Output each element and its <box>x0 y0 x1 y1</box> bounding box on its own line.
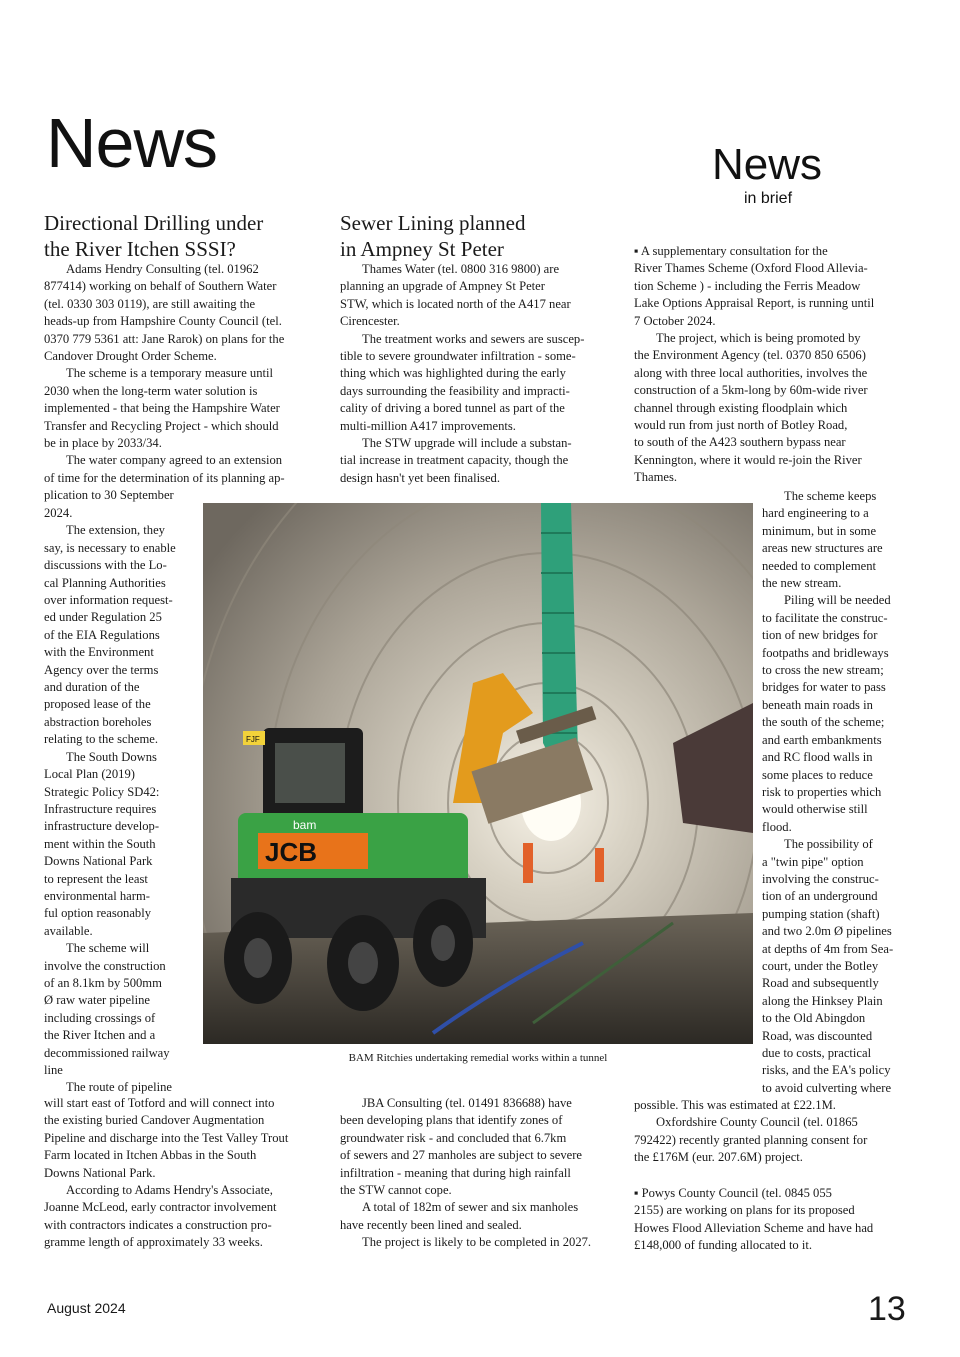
text-line: beneath main roads in <box>762 697 873 712</box>
text-line: groundwater risk - and concluded that 6.7km <box>340 1130 567 1145</box>
text-line: over information request- <box>44 593 173 608</box>
article2-headline-line2: in Ampney St Peter <box>340 237 504 261</box>
text-line: the existing buried Candover Augmentation <box>44 1113 265 1128</box>
text-line: Thames. <box>634 470 678 485</box>
text-line: (tel. 0330 303 0119), are still awaiting the <box>44 296 256 311</box>
text-line: minimum, but in some <box>762 523 877 538</box>
text-line: of an 8.1km by 500mm <box>44 975 162 990</box>
text-line: days surrounding the feasibility and impracti- <box>340 383 570 398</box>
text-line: Joanne McLeod, early contractor involvement <box>44 1200 277 1215</box>
text-line: tion of new bridges for <box>762 628 878 643</box>
text-line: and RC flood walls in <box>762 750 873 765</box>
text-line: have recently been lined and sealed. <box>340 1217 522 1232</box>
text-line: pumping station (shaft) <box>762 906 880 921</box>
text-line: along with three local authorities, involves the <box>634 365 868 380</box>
text-line: The project is likely to be completed in 2027. <box>362 1235 592 1250</box>
tunnel-photo-illustration <box>203 503 753 1044</box>
article1-body-top <box>44 261 314 505</box>
text-line: some places to reduce <box>762 767 873 782</box>
text-line: 2030 when the long-term water solution is <box>44 383 258 398</box>
text-line: STW, which is located north of the A417 near <box>340 296 571 311</box>
text-line: ment within the South <box>44 836 156 851</box>
text-line: be in place by 2033/34. <box>44 436 162 451</box>
text-line: and duration of the <box>44 680 140 695</box>
text-line: £148,000 of funding allocated to it. <box>634 1238 813 1253</box>
text-line: risks, and the EA's policy <box>762 1063 891 1078</box>
vehicle-plate: FJF <box>246 735 260 744</box>
text-line: to represent the least <box>44 871 148 886</box>
text-line: court, under the Botley <box>762 958 879 973</box>
text-line: thing which was highlighted during the early <box>340 366 566 381</box>
article1-body-narrow <box>44 505 191 1097</box>
text-line: implemented - that being the Hampshire Water <box>44 401 280 416</box>
photo-caption: BAM Ritchies undertaking remedial works within a tunnel <box>348 1052 608 1064</box>
text-line: due to costs, practical <box>762 1046 872 1060</box>
text-line: According to Adams Hendry's Associate, <box>66 1183 273 1198</box>
footer-date: August 2024 <box>47 1300 126 1316</box>
text-line: Piling will be needed <box>784 593 891 608</box>
text-line: to facilitate the construc- <box>762 610 888 625</box>
text-line: of sewers and 27 manholes are subject to severe <box>340 1148 582 1163</box>
text-line: Downs National Park <box>44 854 153 869</box>
text-line: The scheme keeps <box>784 489 877 503</box>
text-line: The South Downs <box>66 749 157 764</box>
text-line: with the Environment <box>44 645 154 660</box>
text-line: tible to severe groundwater infiltration - some- <box>340 349 576 364</box>
text-line: multi-million A417 improvements. <box>340 418 516 433</box>
text-line: Oxfordshire County Council (tel. 01865 <box>656 1115 858 1130</box>
text-line: 792422) recently granted planning consent for <box>634 1132 868 1147</box>
text-line: The scheme will <box>66 941 150 956</box>
text-line: available. <box>44 923 93 938</box>
text-line: Thames Water (tel. 0800 316 9800) are <box>362 262 560 276</box>
text-line: JBA Consulting (tel. 01491 836688) have <box>362 1096 572 1110</box>
text-line: to the Old Abingdon <box>762 1011 866 1026</box>
text-line: plication to 30 September <box>44 488 174 503</box>
text-line: Strategic Policy SD42: <box>44 784 160 799</box>
tunnel-photo <box>203 503 753 1044</box>
text-line: hard engineering to a <box>762 506 869 521</box>
text-line: Kennington, where it would re-join the River <box>634 452 862 467</box>
article1-headline-line1: Directional Drilling under <box>44 211 264 235</box>
text-line: areas new structures are <box>762 541 883 556</box>
text-line: of time for the determination of its planning ap- <box>44 470 285 485</box>
text-line: including crossings of <box>44 1010 156 1025</box>
text-line: Pipeline and discharge into the Test Valley Trout <box>44 1130 289 1145</box>
text-line: the River Itchen and a <box>44 1028 156 1043</box>
text-line: flood. <box>762 819 792 834</box>
news-in-brief-subtitle: in brief <box>744 190 793 207</box>
text-line: been developing plans that identify zones of <box>340 1113 563 1128</box>
text-line: The possibility of <box>784 837 873 852</box>
text-line: involve the construction <box>44 958 166 973</box>
text-line: 7 October 2024. <box>634 313 716 328</box>
text-line: design hasn't yet been finalised. <box>340 470 500 485</box>
article1-headline <box>44 210 263 262</box>
text-line: will start east of Totford and will connect into <box>44 1096 275 1110</box>
brief-body-middle <box>634 1097 912 1167</box>
text-line: the Environment Agency (tel. 0370 850 6506) <box>634 348 866 363</box>
text-line: planning an upgrade of Ampney St Peter <box>340 279 545 294</box>
text-line: bridges for water to pass <box>762 680 886 695</box>
text-line: cal Planning Authorities <box>44 575 166 590</box>
text-line: tion Scheme ) - including the Ferris Meadow <box>634 278 861 293</box>
text-line: Road, was discounted <box>762 1028 873 1043</box>
text-line: the new stream. <box>762 576 842 591</box>
text-line: 2155) are working on plans for its proposed <box>634 1203 855 1218</box>
text-line: Farm located in Itchen Abbas in the South <box>44 1148 257 1163</box>
text-line: heads-up from Hampshire County Council (tel. <box>44 314 282 329</box>
page-title: News <box>46 104 218 182</box>
text-line: The water company agreed to an extension <box>66 453 283 468</box>
news-in-brief-title: News <box>712 140 823 189</box>
article2-body-bottom <box>340 1095 622 1252</box>
text-line: Howes Flood Alleviation Scheme and have had <box>634 1220 874 1235</box>
text-line: ful option reasonably <box>44 906 152 921</box>
text-line: at depths of 4m from Sea- <box>762 941 894 956</box>
text-line: 2024. <box>44 506 73 520</box>
text-line: Lake Options Appraisal Report, is running until <box>634 296 875 311</box>
text-line: The route of pipeline <box>66 1080 172 1095</box>
brief-body-bottom <box>634 1185 912 1255</box>
text-line: The scheme is a temporary measure until <box>66 366 274 381</box>
text-line: needed to complement <box>762 558 877 573</box>
text-line: infiltration - meaning that during high rainfall <box>340 1165 571 1180</box>
text-line: channel through existing floodplain which <box>634 400 848 415</box>
text-line: ▪ A supplementary consultation for the <box>634 244 828 258</box>
text-line: tion of an underground <box>762 889 878 904</box>
text-line: the STW cannot cope. <box>340 1183 452 1198</box>
text-line: would otherwise still <box>762 802 868 817</box>
text-line: say, is necessary to enable <box>44 540 176 555</box>
text-line: Infrastructure requires <box>44 801 157 816</box>
text-line: footpaths and bridleways <box>762 645 889 660</box>
text-line: Downs National Park. <box>44 1165 156 1180</box>
brief-body-top <box>634 243 912 487</box>
text-line: the £176M (eur. 207.6M) project. <box>634 1150 803 1165</box>
text-line: to cross the new stream; <box>762 663 884 678</box>
text-line: relating to the scheme. <box>44 732 159 747</box>
text-line: a "twin pipe" option <box>762 854 864 869</box>
text-line: with contractors indicates a construction pro- <box>44 1217 272 1232</box>
text-line: The treatment works and sewers are suscep- <box>362 331 585 346</box>
text-line: Road and subsequently <box>762 976 879 991</box>
text-line: tial increase in treatment capacity, though the <box>340 453 569 468</box>
text-line: to avoid culverting where <box>762 1080 892 1095</box>
text-line: along the Hinksey Plain <box>762 993 883 1008</box>
text-line: ed under Regulation 25 <box>44 610 162 625</box>
text-line: involving the construc- <box>762 871 879 886</box>
text-line: The STW upgrade will include a substan- <box>362 436 572 451</box>
text-line: construction of a 5km-long by 60m-wide river <box>634 383 868 398</box>
text-line: Agency over the terms <box>44 662 159 677</box>
text-line: River Thames Scheme (Oxford Flood Allevia- <box>634 261 868 276</box>
text-line: proposed lease of the <box>44 697 151 712</box>
brief-body-narrow <box>762 488 912 1097</box>
text-line: decommissioned railway <box>44 1045 170 1060</box>
text-line: The project, which is being promoted by <box>656 331 861 346</box>
text-line: and two 2.0m Ø pipelines <box>762 924 892 939</box>
text-line: ▪ Powys County Council (tel. 0845 055 <box>634 1186 832 1200</box>
text-line: 877414) working on behalf of Southern Water <box>44 279 277 294</box>
text-line: gramme length of approximately 33 weeks. <box>44 1235 263 1250</box>
text-line: Ø raw water pipeline <box>44 993 150 1008</box>
text-line: would run from just north of Botley Road, <box>634 418 848 433</box>
article1-body-bottom <box>44 1095 314 1252</box>
text-line: Candover Drought Order Scheme. <box>44 349 217 364</box>
article1-headline-line2: the River Itchen SSSI? <box>44 237 236 261</box>
text-line: the south of the scheme; <box>762 715 885 730</box>
text-line: to south of the A423 southern bypass near <box>634 435 846 450</box>
text-line: possible. This was estimated at £22.1M. <box>634 1098 836 1112</box>
text-line: 0370 779 5361 att: Jane Rarok) on plans for the <box>44 331 285 346</box>
text-line: risk to properties which <box>762 784 882 799</box>
article2-headline <box>340 210 525 262</box>
text-line: Local Plan (2019) <box>44 767 135 782</box>
text-line: discussions with the Lo- <box>44 558 167 573</box>
text-line: line <box>44 1063 63 1077</box>
article2-body-top <box>340 261 605 487</box>
text-line: Cirencester. <box>340 314 400 329</box>
text-line: The extension, they <box>66 523 165 538</box>
article2-headline-line1: Sewer Lining planned <box>340 211 526 235</box>
text-line: Adams Hendry Consulting (tel. 01962 <box>66 262 259 276</box>
text-line: of the EIA Regulations <box>44 627 160 642</box>
text-line: Transfer and Recycling Project - which should <box>44 418 279 433</box>
text-line: infrastructure develop- <box>44 819 160 834</box>
page-number: 13 <box>868 1290 906 1328</box>
text-line: A total of 182m of sewer and six manholes <box>362 1200 579 1215</box>
jcb-logo: JCB <box>265 837 318 867</box>
text-line: environmental harm- <box>44 888 150 903</box>
text-line: and earth embankments <box>762 732 882 747</box>
text-line: cality of driving a bored tunnel as part of the <box>340 401 565 416</box>
text-line: abstraction boreholes <box>44 714 152 729</box>
bam-logo: bam <box>293 818 317 832</box>
